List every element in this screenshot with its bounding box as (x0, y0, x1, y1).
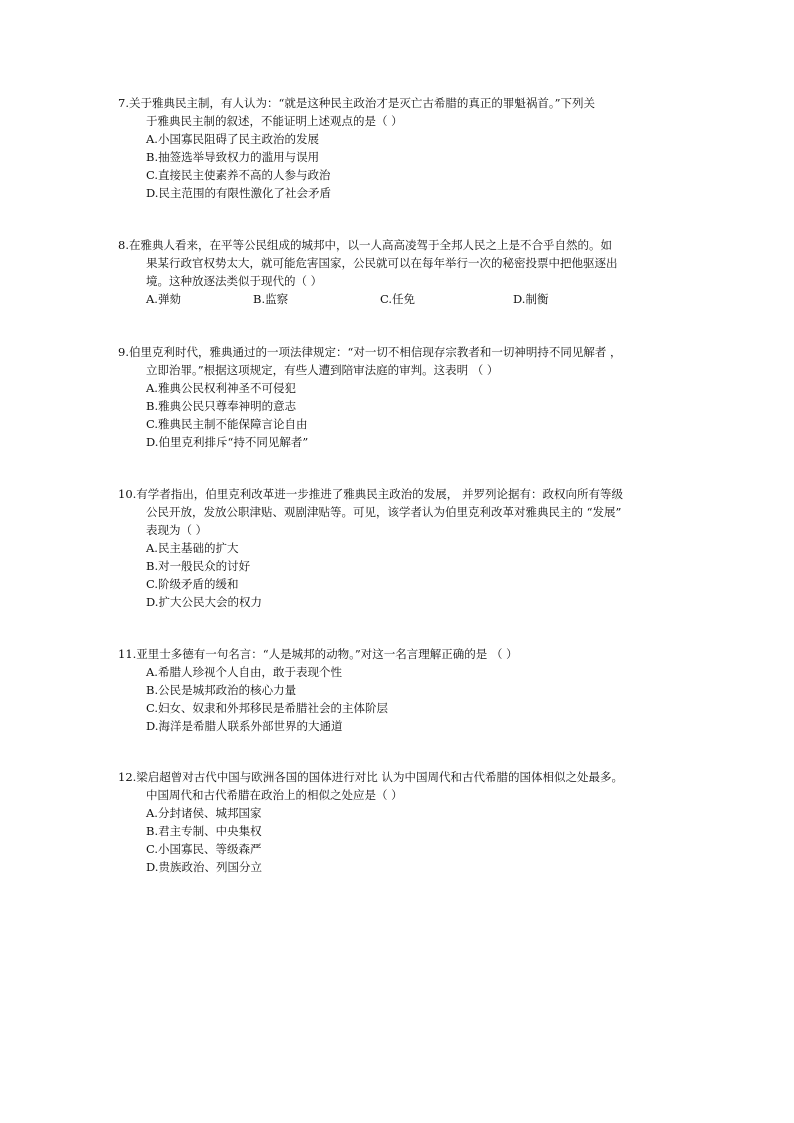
option-d: D.民主范围的有限性激化了社会矛盾 (146, 186, 331, 200)
stem-line: 于雅典民主制的叙述，不能证明上述观点的是（ ） (146, 114, 403, 128)
option-c: C.雅典民主制不能保障言论自由 (146, 417, 308, 431)
option-b: B.对一般民众的讨好 (146, 559, 251, 573)
question-12 (118, 768, 698, 876)
stem-line: 10.有学者指出，伯里克利改革进一步推进了雅典民主政治的发展， 并罗列论据有：政权向所有等级 (118, 487, 623, 501)
question-8 (118, 236, 698, 308)
option-a: A.雅典公民权利神圣不可侵犯 (146, 381, 296, 395)
question-11 (118, 645, 698, 735)
option-c: C.阶级矛盾的缓和 (146, 577, 239, 591)
question-stem (118, 485, 698, 539)
question-stem (118, 343, 698, 379)
stem-line: 境。这种放逐法类似于现代的（ ） (146, 274, 323, 288)
option-c: C.妇女、奴隶和外邦移民是希腊社会的主体阶层 (146, 701, 389, 715)
option-d: D.制衡 (513, 292, 549, 306)
stem-line: 果某行政官权势太大，就可能危害国家，公民就可以在每年举行一次的秘密投票中把他驱逐出 (146, 256, 618, 270)
stem-line: 公民开放，发放公职津贴、观剧津贴等。可见，该学者认为伯里克利改革对雅典民主的 “发展” (146, 505, 622, 519)
stem-line: 9.伯里克利时代，雅典通过的一项法律规定：“对一切不相信现存宗教者和一切神明持不同见解者 ， (118, 345, 622, 359)
question-stem (118, 645, 698, 663)
stem-line: 8.在雅典人看来，在平等公民组成的城邦中，以一人高高凌驾于全邦人民之上是不合乎自然的。如 (118, 238, 612, 252)
option-d: D.贵族政治、列国分立 (146, 860, 262, 874)
option-c: C.小国寡民、等级森严 (146, 842, 262, 856)
stem-line: 立即治罪。”根据这项规定，有些人遭到陪审法庭的审判。这表明 （ ） (146, 363, 499, 377)
question-stem (118, 94, 698, 130)
option-c: C.直接民主使素养不高的人参与政治 (146, 168, 331, 182)
stem-line: 11.亚里士多德有一句名言：“人是城邦的动物。”对这一名言理解正确的是 （ ） (118, 647, 518, 661)
option-d: D.扩大公民大会的权力 (146, 595, 262, 609)
stem-line: 7.关于雅典民主制，有人认为：“就是这种民主政治才是灭亡古希腊的真正的罪魁祸首。”下列关 (118, 96, 595, 110)
option-d: D.海洋是希腊人联系外部世界的大通道 (146, 719, 343, 733)
question-7 (118, 94, 698, 202)
option-b: B.雅典公民只尊奉神明的意志 (146, 399, 297, 413)
option-a: A.弹劾 (146, 292, 181, 306)
question-9 (118, 343, 698, 451)
option-b: B.君主专制、中央集权 (146, 824, 262, 838)
question-stem (118, 236, 698, 290)
option-a: A.民主基础的扩大 (146, 541, 239, 555)
stem-line: 中国周代和古代希腊在政治上的相似之处应是（ ） (146, 788, 403, 802)
stem-line: 12.梁启超曾对古代中国与欧洲各国的国体进行对比 认为中国周代和古代希腊的国体相似之处最多。 (118, 770, 623, 784)
option-a: A.分封诸侯、城邦国家 (146, 806, 262, 820)
stem-line: 表现为（ ） (146, 523, 208, 537)
option-c: C.任免 (380, 292, 416, 306)
option-a: A.希腊人珍视个人自由，敢于表现个性 (146, 665, 342, 679)
options-row (118, 290, 698, 308)
question-stem (118, 768, 698, 804)
question-10 (118, 485, 698, 611)
option-a: A.小国寡民阻碍了民主政治的发展 (146, 132, 319, 146)
option-d: D.伯里克利排斥“持不同见解者” (146, 435, 309, 449)
option-b: B.公民是城邦政治的核心力量 (146, 683, 297, 697)
option-b: B.抽签选举导致权力的滥用与误用 (146, 150, 320, 164)
option-b: B.监察 (253, 292, 289, 306)
